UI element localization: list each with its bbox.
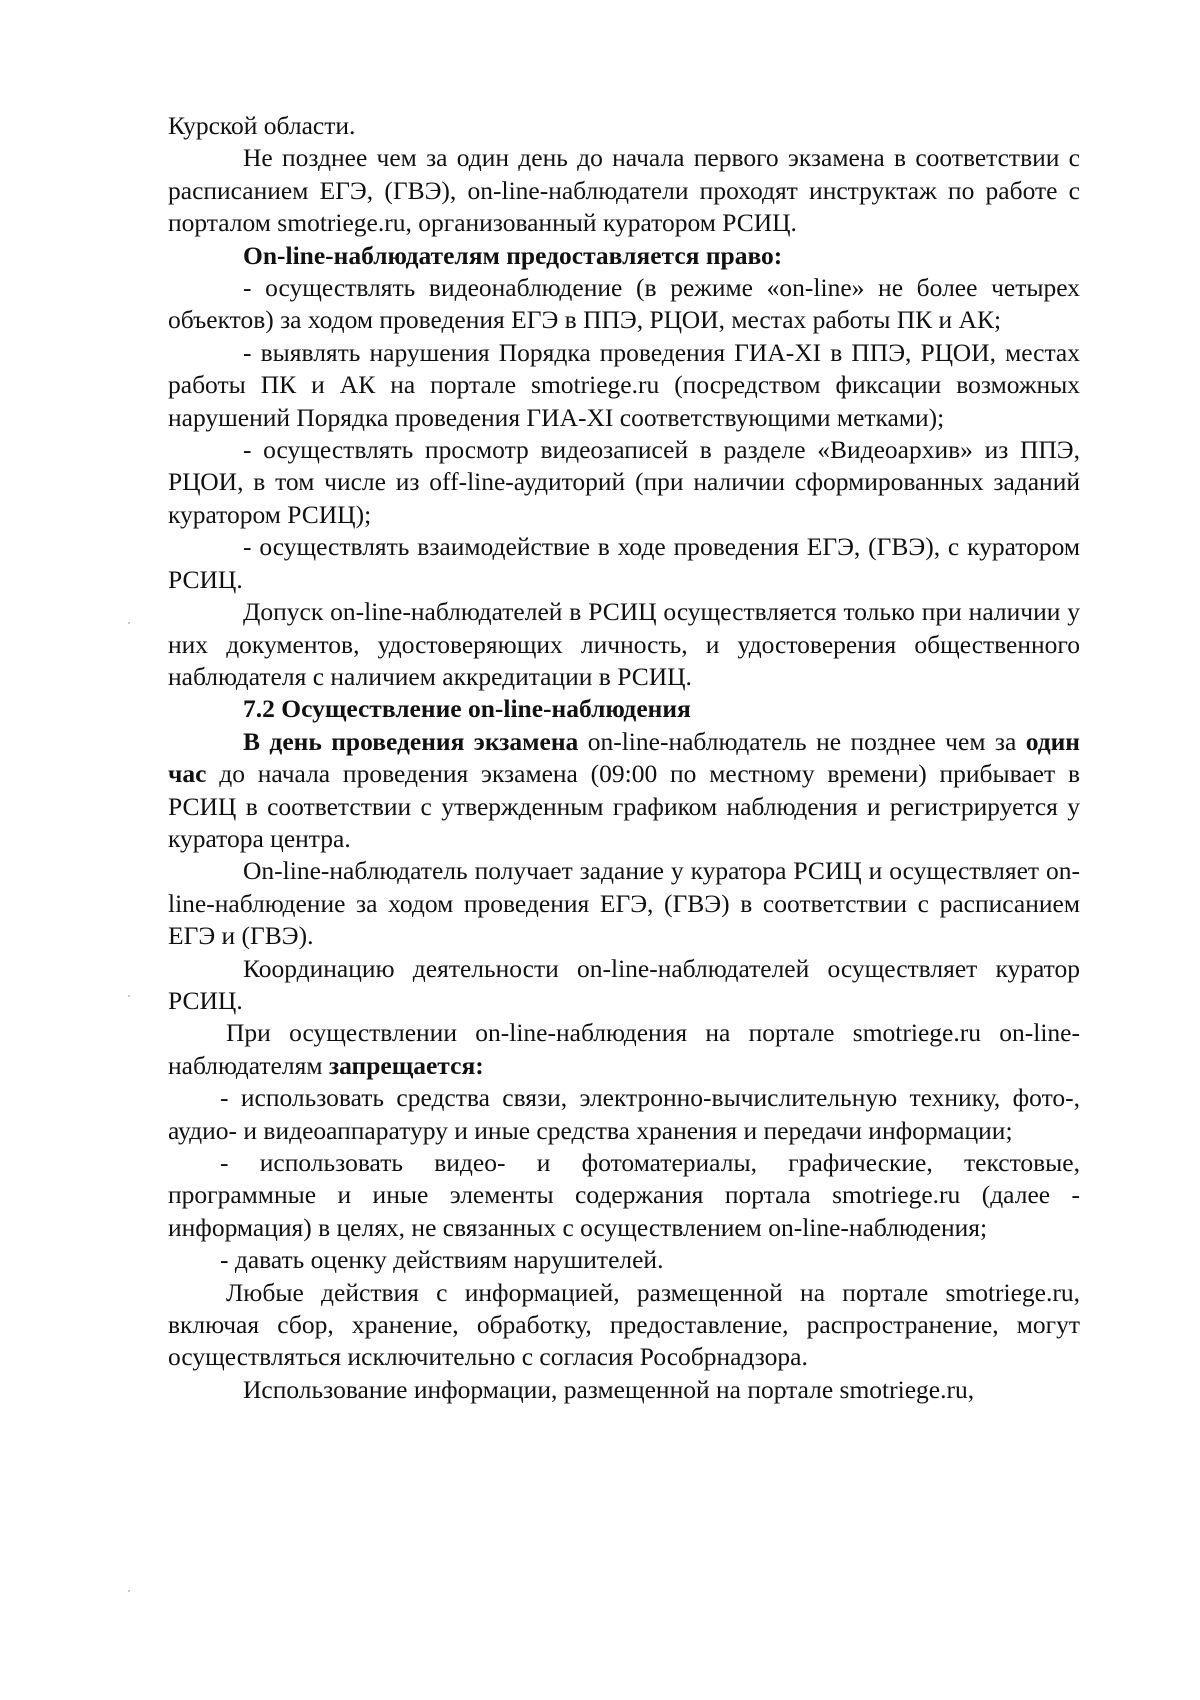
paragraph: Допуск on-line-наблюдателей в РСИЦ осуществляется только при наличии у них документов, удостоверяющих личность, и удостоверения общественного наблюдателя с наличием аккредитации в РСИЦ. (168, 597, 1080, 691)
bold-text: В день проведения экзамена (243, 726, 579, 756)
list-item: - осуществлять просмотр видеозаписей в разделе «Видеоархив» из ППЭ, РЦОИ, в том числе из off-line-аудиторий (при наличии сформированных заданий куратором РСИЦ); (168, 435, 1080, 529)
paragraph-text: on-line-наблюдатель не позднее чем за (578, 726, 1026, 756)
list-item: - выявлять нарушения Порядка проведения ГИА-XI в ППЭ, РЦОИ, местах работы ПК и АК на портале smotriege.ru (посредством фиксации возможных нарушений Порядка проведения ГИА-XI соответствующими метками); (168, 337, 1080, 432)
paragraph: Не позднее чем за один день до начала первого экзамена в соответствии с расписанием ЕГЭ, (ГВЭ), on-line-наблюдатели проходят инструктаж по работе с порталом smotriege.ru, организованный куратором РСИЦ. (168, 143, 1080, 238)
paragraph-text: до начала проведения экзамена (09:00 по местному времени) прибывает в РСИЦ в соответствии с утвержденным графиком наблюдения и регистрируется у куратора центра. (168, 759, 1080, 853)
paragraph: Координацию деятельности on-line-наблюдателей осуществляет куратор РСИЦ. (168, 953, 1080, 1015)
paragraph (168, 726, 1080, 856)
list-item: - давать оценку действиям нарушителей. (220, 1245, 664, 1275)
paragraph: Любые действия с информацией, размещенной на портале smotriege.ru, включая сбор, хранение, обработку, предоставление, распространение, могут осуществляться исключительно с согласия Рособрнадзора. (168, 1277, 1080, 1372)
list-item: - осуществлять взаимодействие в ходе проведения ЕГЭ, (ГВЭ), с куратором РСИЦ. (168, 532, 1080, 594)
list-item: - использовать видео- и фотоматериалы, графические, текстовые, программные и иные элементы содержания портала smotriege.ru (далее - информация) в целях, не связанных с осуществлением on-line-наблюдения; (168, 1148, 1080, 1242)
paragraph: On-line-наблюдатель получает задание у куратора РСИЦ и осуществляет on-line-наблюдение за ходом проведения ЕГЭ, (ГВЭ) в соответствии с расписанием ЕГЭ и (ГВЭ). (168, 856, 1080, 951)
paragraph (168, 1017, 1080, 1082)
paragraph-text: При осуществлении on-line-наблюдения на портале smotriege.ru on-line- наблюдателям (168, 1018, 1080, 1080)
list-item: - осуществлять видеонаблюдение (в режиме «on-line» не более четырех объектов) за ходом проведения ЕГЭ в ППЭ, РЦОИ, местах работы ПК и АК; (168, 273, 1080, 335)
bold-text: один час (168, 726, 1081, 789)
scan-artifact (128, 1590, 130, 1592)
paragraph: Курской области. (168, 111, 356, 140)
scan-artifact (128, 995, 130, 997)
section-heading: On-line-наблюдателям предоставляется право: (243, 240, 783, 270)
bold-text: запрещается: (328, 1050, 484, 1080)
document-body (168, 110, 1080, 1406)
paragraph: Использование информации, размещенной на портале smotriege.ru, (243, 1374, 975, 1404)
section-heading: 7.2 Осуществление on-line-наблюдения (243, 694, 691, 724)
scan-artifact (128, 622, 130, 624)
list-item: - использовать средства связи, электронно-вычислительную технику, фото-, аудио- и видеоаппаратуру и иные средства хранения и передачи информации; (168, 1083, 1080, 1145)
